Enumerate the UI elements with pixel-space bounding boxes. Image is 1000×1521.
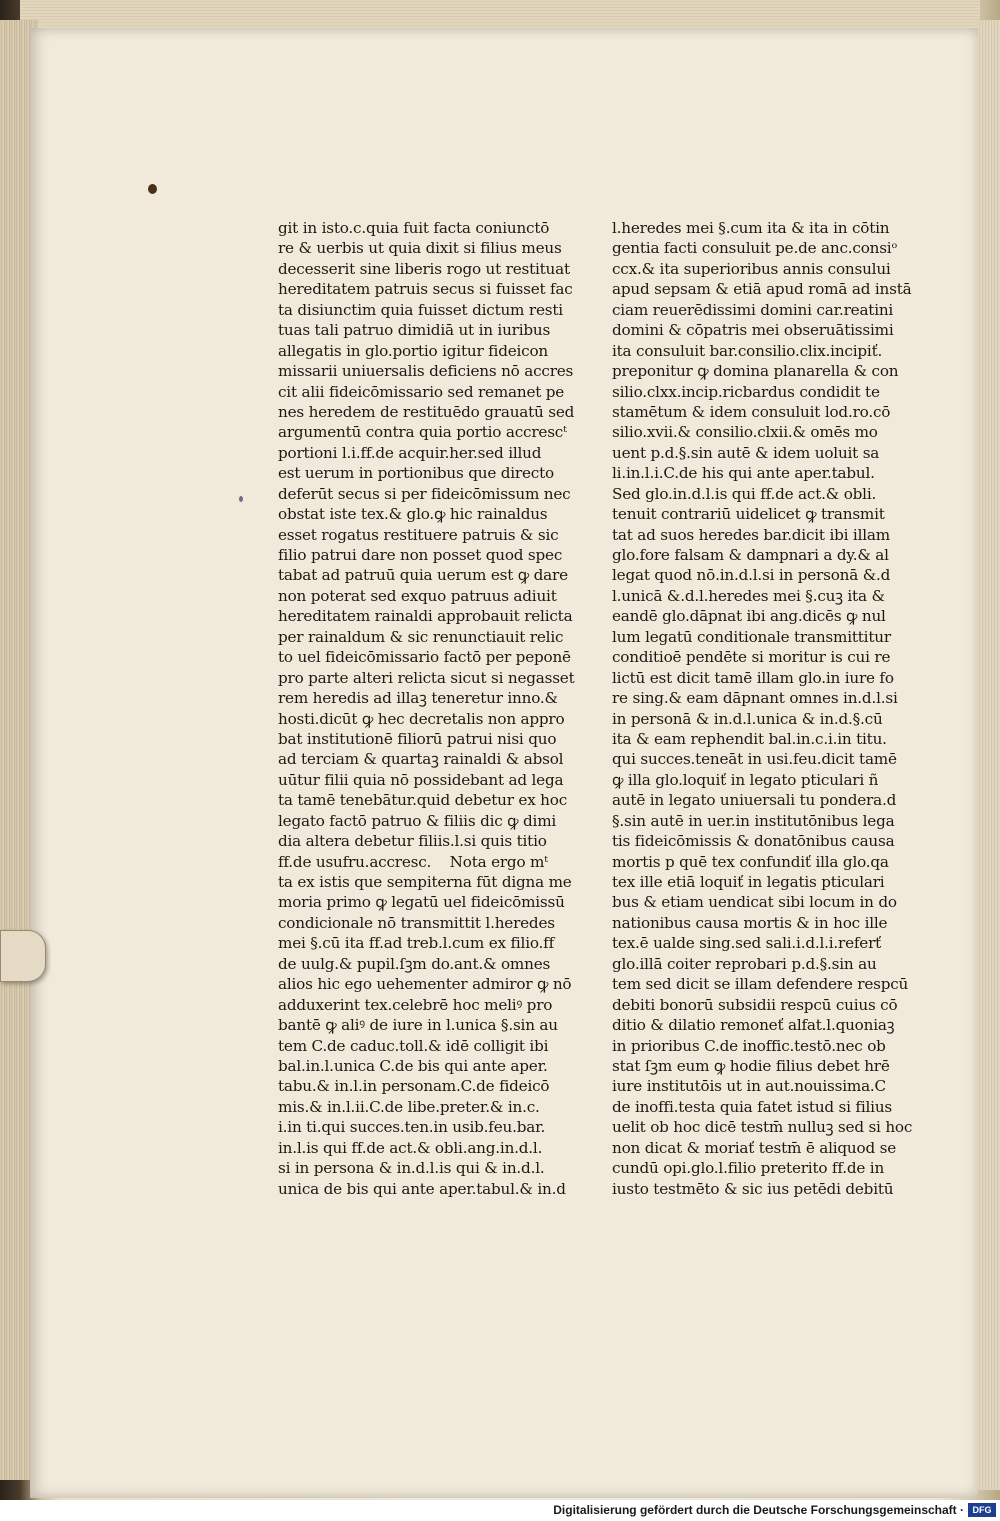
text-line: alios hic ego uehementer admiror ꝙ nō bbox=[278, 975, 572, 994]
text-line: uent p.d.§.sin autē & idem uoluit sa bbox=[612, 443, 880, 462]
text-line: ta ex istis que sempiterna fūt digna me bbox=[278, 873, 572, 891]
text-line: mis.& in.l.ii.C.de libe.preter.& in.c. bbox=[278, 1097, 540, 1116]
text-line: ccx.& ita superioribus annis consului bbox=[612, 259, 891, 278]
text-line: deferūt secus si per fideicōmissum nec bbox=[278, 484, 571, 503]
text-line: stat ſꝫm eum ꝙ hodie filius debet hrē bbox=[612, 1056, 890, 1075]
text-line: bantē ꝙ aliꝰ de iure in l.unica §.sin au bbox=[278, 1016, 558, 1035]
text-line: non poterat sed exquo patruus adiuit bbox=[278, 586, 557, 605]
text-line: de inoffi.testa quia fatet istud si filius bbox=[612, 1097, 892, 1116]
text-line: decesserit sine liberis rogo ut restituat bbox=[278, 259, 570, 278]
text-line: legat quod nō.in.d.l.si in personā &.d bbox=[612, 566, 891, 585]
text-line: hereditatem patruis secus si fuisset fac bbox=[278, 280, 573, 299]
text-line: mei §.cū ita ff.ad treb.l.cum ex filio.ff bbox=[278, 934, 555, 953]
text-line: tabat ad patruū quia uerum est ꝙ dare bbox=[278, 566, 568, 585]
text-line: iusto testmēto & sic ius petēdi debitū bbox=[612, 1179, 894, 1198]
text-line: moria primo ꝙ legatū uel fideicōmissū bbox=[278, 893, 565, 912]
ink-dot-mark bbox=[239, 496, 243, 502]
text-line: in prioribus C.de inoffic.testō.nec ob bbox=[612, 1036, 886, 1055]
text-line: l.unicā &.d.l.heredes mei §.cuꝫ ita & bbox=[612, 586, 885, 605]
text-line: nationibus causa mortis & in hoc ille bbox=[612, 913, 888, 932]
text-line: ciam reuerēdissimi domini car.reatini bbox=[612, 300, 894, 319]
page-stack-right-edge bbox=[978, 20, 1000, 1490]
text-line: ff.de usufru.accresc. Nota ergo mᵗ bbox=[278, 852, 548, 871]
text-line: lum legatū conditionale transmittitur bbox=[612, 627, 891, 646]
text-line: bat institutionē filiorū patrui nisi quo bbox=[278, 729, 557, 748]
text-line: hereditatem rainaldi approbauit relicta bbox=[278, 607, 573, 626]
text-line: est uerum in portionibus que directo bbox=[278, 464, 554, 483]
text-line: apud sepsam & etiā apud romā ad instā bbox=[612, 280, 912, 299]
text-line: tem sed dicit se illam defendere respcū bbox=[612, 975, 909, 994]
right-text-column bbox=[612, 218, 913, 1199]
text-line: uūtur filii quia nō possidebant ad lega bbox=[278, 770, 564, 789]
text-line: domini & cōpatris mei obseruātissimi bbox=[612, 321, 894, 340]
text-line: ita consuluit bar.consilio.clix.incipiť. bbox=[612, 341, 883, 360]
text-line: mortis p quē tex confundiť illa glo.qa bbox=[612, 852, 889, 871]
text-line: re sing.& eam dāpnant omnes in.d.l.si bbox=[612, 689, 898, 708]
text-line: nes heredem de restituēdo grauatū sed bbox=[278, 402, 575, 421]
text-line: tabu.& in.l.in personam.C.de fideicō bbox=[278, 1077, 550, 1096]
text-line: per rainaldum & sic renunctiauit relic bbox=[278, 627, 564, 646]
text-line: rem heredis ad illaꝫ teneretur inno.& bbox=[278, 689, 558, 708]
text-line: Sed glo.in.d.l.is qui ff.de act.& obli. bbox=[612, 484, 877, 503]
text-line: cundū opi.glo.l.filio preterito ff.de in bbox=[612, 1159, 885, 1178]
text-line: tenuit contrariū uidelicet ꝙ transmit bbox=[612, 505, 885, 524]
text-line: esset rogatus restituere patruis & sic bbox=[278, 525, 559, 544]
text-line: autē in legato uniuersali tu pondera.d bbox=[612, 791, 897, 810]
text-line: ita & eam rephendit bal.in.c.i.in titu. bbox=[612, 729, 887, 748]
dfg-logo: DFG bbox=[968, 1503, 996, 1517]
text-line: re & uerbis ut quia dixit si filius meus bbox=[278, 239, 562, 258]
funding-credit: Digitalisierung gefördert durch die Deutsche Forschungsgemeinschaft · bbox=[553, 1503, 964, 1517]
text-line: tex ille etiā loquiť in legatis pticulari bbox=[612, 873, 885, 891]
text-line: missarii uniuersalis deficiens nō accres bbox=[278, 362, 574, 381]
ink-stain-mark bbox=[148, 184, 157, 194]
text-line: lictū est dicit tamē illam glo.in iure fo bbox=[612, 668, 894, 687]
text-line: argumentū contra quia portio accrescᵗ bbox=[278, 423, 567, 442]
text-line: ditio & dilatio remoneť alfat.l.quoniaꝫ bbox=[612, 1016, 895, 1035]
text-line: obstat iste tex.& glo.ꝙ hic rainaldus bbox=[278, 505, 548, 524]
text-line: iure institutōis ut in aut.nouissima.C bbox=[612, 1077, 886, 1096]
text-line: bal.in.l.unica C.de bis qui ante aper. bbox=[278, 1056, 548, 1075]
text-line: silio.clxx.incip.ricbardus condidit te bbox=[612, 382, 880, 401]
text-line: li.in.l.i.C.de his qui ante aper.tabul. bbox=[612, 464, 875, 483]
text-line: git in isto.c.quia fuit facta coniunctō bbox=[278, 219, 550, 237]
text-line: dia altera debetur filiis.l.si quis titio bbox=[278, 832, 547, 851]
text-line: glo.fore falsam & dampnari a dy.& al bbox=[612, 546, 889, 564]
text-line: in personā & in.d.l.unica & in.d.§.cū bbox=[612, 709, 883, 728]
text-line: portioni l.i.ff.de acquir.her.sed illud bbox=[278, 443, 542, 462]
text-line: adduxerint tex.celebrē hoc meliꝰ pro bbox=[278, 995, 553, 1014]
text-line: ꝙ illa glo.loquiť in legato pticulari ñ bbox=[612, 770, 879, 789]
text-line: in.l.is qui ff.de act.& obli.ang.in.d.l. bbox=[278, 1138, 543, 1157]
text-line: non dicat & moriať testm̄ ē aliquod se bbox=[612, 1138, 896, 1157]
left-text-column bbox=[278, 218, 575, 1199]
text-line: i.in ti.qui succes.ten.in usib.feu.bar. bbox=[278, 1118, 546, 1137]
text-line: condicionale nō transmittit l.heredes bbox=[278, 913, 555, 932]
text-line: eandē glo.dāpnat ibi ang.dicēs ꝙ nul bbox=[612, 607, 886, 626]
text-line: tem C.de caduc.toll.& idē colligit ibi bbox=[278, 1036, 549, 1055]
text-line: l.heredes mei §.cum ita & ita in cōtin bbox=[612, 219, 890, 237]
text-line: preponitur ꝙ domina planarella & con bbox=[612, 362, 899, 381]
text-line: unica de bis qui ante aper.tabul.& in.d bbox=[278, 1179, 566, 1198]
text-line: de uulg.& pupil.ſꝫm do.ant.& omnes bbox=[278, 954, 551, 973]
text-line: filio patrui dare non posset quod spec bbox=[278, 546, 563, 564]
text-line: tis fideicōmissis & donatōnibus causa bbox=[612, 832, 895, 851]
text-line: ta tamē tenebātur.quid debetur ex hoc bbox=[278, 791, 568, 810]
text-line: legato factō patruo & filiis dic ꝙ dimi bbox=[278, 811, 557, 830]
text-line: ad terciam & quartaꝫ rainaldi & absol bbox=[278, 750, 564, 769]
text-line: gentia facti consuluit pe.de anc.consiᵒ bbox=[612, 239, 898, 258]
text-line: glo.illā coiter reprobari p.d.§.sin au bbox=[612, 954, 877, 973]
text-line: stamētum & idem consuluit lod.ro.cō bbox=[612, 402, 891, 421]
text-line: pro parte alteri relicta sicut si negasset bbox=[278, 668, 575, 687]
page-stack-top-edge bbox=[20, 0, 980, 30]
text-line: cit alii fideicōmissario sed remanet pe bbox=[278, 382, 565, 401]
text-line: silio.xvii.& consilio.clxii.& omēs mo bbox=[612, 423, 878, 442]
text-line: tat ad suos heredes bar.dicit ibi illam bbox=[612, 525, 890, 544]
text-line: si in persona & in.d.l.is qui & in.d.l. bbox=[278, 1159, 545, 1178]
footer-bar bbox=[0, 1500, 1000, 1521]
text-line: qui succes.teneāt in usi.feu.dicit tamē bbox=[612, 750, 897, 769]
bookmark-tab bbox=[0, 930, 46, 982]
text-line: tuas tali patruo dimidiā ut in iuribus bbox=[278, 321, 551, 340]
text-line: ta disiunctim quia fuisset dictum resti bbox=[278, 300, 563, 319]
text-line: §.sin autē in uer.in institutōnibus lega bbox=[612, 811, 895, 830]
text-line: tex.ē ualde sing.sed sali.i.d.l.i.referť bbox=[612, 934, 882, 953]
text-line: uelit ob hoc dicē testm̄ nulluꝫ sed si hoc bbox=[612, 1118, 913, 1137]
text-line: bus & etiam uendicat sibi locum in do bbox=[612, 893, 897, 912]
text-line: conditioē pendēte si moritur is cui re bbox=[612, 648, 891, 667]
text-line: allegatis in glo.portio igitur fideicon bbox=[278, 341, 549, 360]
text-line: hosti.dicūt ꝙ hec decretalis non appro bbox=[278, 709, 565, 728]
text-line: to uel fideicōmissario factō per peponē bbox=[278, 648, 571, 667]
text-line: debiti bonorū subsidii respcū cuius cō bbox=[612, 995, 898, 1014]
